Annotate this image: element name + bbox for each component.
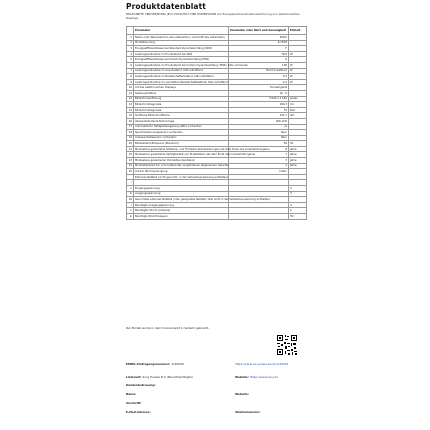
regulation-text: DELEGIERTE VERORDNUNG (EU) 2019/2013 DER KOMMISSION zur Energieverbrauchskennzeichnung von elektronischen Displays: [126, 12, 300, 20]
parameter-table: [126, 26, 307, 220]
row-unit: Zoll: [289, 107, 307, 113]
row-value: 50: [229, 141, 289, 147]
row-unit: Jahre: [289, 146, 307, 152]
row-value: 75: [229, 107, 289, 113]
supplier-value: Sony Europe B.V. (Bevollmächtigter): [142, 375, 194, 379]
row-label: Seitenverhältnis: [134, 90, 229, 96]
row-unit: W: [289, 51, 307, 57]
eprel-line: [126, 363, 236, 366]
row-unit: pixels: [289, 96, 307, 102]
row-number: 14: [127, 107, 134, 113]
eprel-value: 1145009: [171, 362, 184, 366]
row-value: 155,1: [229, 113, 289, 119]
website-link[interactable]: https://www.sony.de: [249, 375, 278, 379]
row-value: 7: [229, 152, 289, 158]
row-value: [229, 214, 289, 220]
row-label: Benötigter Strom (Ampere): [134, 208, 229, 214]
row-label: Sichtbare Bildschirmfläche: [134, 113, 229, 119]
row-label: Mindestens garantierter Produktkundendienst: [134, 158, 229, 164]
row-label: Benötigte Stromfrequenz: [134, 214, 229, 220]
row-label: Leistungsaufnahme im Ein-Zustand bei SDR: [134, 51, 229, 57]
row-number: 20: [127, 141, 134, 147]
contact-phone-label: Telefonnummer:: [235, 410, 261, 414]
contact-address-label: Anschrift:: [126, 401, 142, 405]
row-number: 23: [127, 158, 134, 164]
row-number: 16: [127, 118, 134, 124]
row-number: 15: [127, 113, 134, 119]
row-number: ii: [127, 186, 134, 192]
row-number: 9: [127, 79, 134, 85]
row-number: 7: [127, 68, 134, 74]
row-number: 26: [127, 197, 134, 203]
row-value: 7: [229, 158, 289, 164]
row-label: Leistungsaufnahme im vernetzten Bereitschaftsbetrieb, falls zutreffend: [135, 80, 228, 84]
row-unit: Hz: [289, 141, 307, 147]
header-value: Parameter oder Wert und Genauigkeit: [229, 27, 289, 35]
row-value: G: [229, 57, 289, 63]
row-label: Genormtes externes Netzteil (oder geeignetes Netzteil, falls nicht in der Verkaufsverpackung enthalten): [135, 198, 271, 202]
row-unit: V: [289, 202, 307, 208]
row-number: 8: [127, 74, 134, 80]
row-number: 13: [127, 102, 134, 108]
row-number: i: [127, 202, 134, 208]
supplier-line: [126, 376, 236, 379]
row-label: Anwesenheitssensor vorhanden: [134, 135, 229, 141]
row-label: Eingangsspannung: [134, 186, 229, 192]
row-number: 25: [127, 169, 134, 175]
row-number: 3: [127, 46, 134, 52]
row-value: F: [229, 46, 289, 52]
row-label: Name oder Warenzeichen des Lieferanten / Anschrift des Lieferanten: [134, 35, 229, 41]
contact-name-label: Name:: [126, 392, 137, 396]
row-unit: dm²: [289, 113, 307, 119]
row-unit: Jahre: [289, 152, 307, 158]
row-value: LED-LCD: [229, 118, 289, 124]
row-label: Leistungsaufnahme im Bereitschaftszustand, falls zutreffend: [134, 74, 229, 80]
row-number: 12: [127, 96, 134, 102]
row-number: 11: [127, 90, 134, 96]
row-label: Benötigte Ausgangsspannung: [134, 202, 229, 208]
row-value: 106: [229, 62, 289, 68]
supplier-label: Lieferant:: [126, 375, 142, 379]
row-value: 0,5: [229, 74, 289, 80]
row-value: 189,3: [229, 102, 289, 108]
row-label: Energieeffizienzklasse bei hohem Dynamikumfang (HDR): [134, 57, 229, 63]
row-label: Bildschirmauflösung: [134, 96, 229, 102]
row-number: 4: [127, 51, 134, 57]
row-value: 2: [229, 163, 289, 169]
row-label: Ausgangsspannung: [134, 191, 229, 197]
row-label: Mindestens garantierte Verfügbarkeit von Ersatzteilen (ab dem Ende des Inverkehrbringens): [135, 153, 256, 157]
row-number: 6: [127, 62, 134, 68]
row-value: Fernsehgerät: [229, 85, 289, 91]
table-header-row: [127, 27, 307, 35]
row-unit: Jahre: [289, 163, 307, 169]
row-unit: V: [289, 186, 307, 192]
header-unit: Einheit: [289, 27, 307, 35]
row-value: 78,0: [229, 51, 289, 57]
row-label: Bildwiederholfrequenz (Standard): [134, 141, 229, 147]
row-number: 17: [127, 124, 134, 130]
website-line: [235, 376, 305, 379]
row-value: SONY: [229, 35, 289, 41]
row-number: 19: [127, 135, 134, 141]
row-number: iii: [127, 191, 134, 197]
row-label: Automatische Helligkeitsregelung (ABC) vorhanden: [134, 124, 229, 130]
contact-email-label: E-Mail-Adresse:: [126, 410, 151, 414]
eprel-label: EPREL-Eintragungsnummer:: [126, 362, 171, 366]
row-label: Leistungsaufnahme im Ein-Zustand bei hohem Dynamikumfang (HDR), falls vorhanden: [135, 63, 249, 67]
row-label: Art des elektronischen Displays: [134, 85, 229, 91]
row-label: Bildschirmdiagonale: [134, 107, 229, 113]
row-value: 2,0: [229, 79, 289, 85]
row-number: 22: [127, 152, 134, 158]
row-unit: W: [289, 62, 307, 68]
row-number: 18: [127, 130, 134, 136]
row-label: Externes Netzteil (nicht genormt, in der Verkaufsverpackung enthalten): [135, 175, 229, 179]
sheet-title: Produktdatenblatt: [126, 2, 206, 11]
row-value: Intern: [229, 169, 289, 175]
row-number: iii: [127, 214, 134, 220]
row-label: Bildschirmdiagonale: [134, 102, 229, 108]
row-number: ii: [127, 208, 134, 214]
header-parameter: Parameter: [134, 27, 229, 35]
row-number: i: [127, 180, 134, 186]
row-label: Verwendete Panel-Technologie: [134, 118, 229, 124]
row-unit: W: [289, 68, 307, 74]
row-value: Nicht zutreffend: [229, 68, 289, 74]
row-number: 5: [127, 57, 134, 63]
row-unit: cm: [289, 102, 307, 108]
contact-website-label: Website:: [235, 392, 249, 396]
row-value: 8: [229, 146, 289, 152]
row-value: K-75XR: [229, 40, 289, 46]
row-unit: W: [289, 79, 307, 85]
row-label: Energieeffizienzklasse bei Standard-Dynamikumfang (SDR): [134, 46, 229, 52]
qr-code-icon: [276, 334, 298, 356]
row-number: 10: [127, 85, 134, 91]
row-label: Modellkennung: [134, 40, 229, 46]
row-value: 16 : 9: [229, 90, 289, 96]
header-number: [127, 27, 134, 35]
row-number: 1: [127, 35, 134, 41]
eprel-link[interactable]: https://eprel.ec.europa.eu/qr/1145091: [235, 362, 289, 366]
row-unit: A: [289, 208, 307, 214]
row-label: Mindestens garantierte Software- und Firmware-Aktualisierungen (ab dem Ende des Inverkehrbringens): [135, 147, 270, 151]
row-number: 24: [127, 163, 134, 169]
row-number: 21: [127, 146, 134, 152]
row-unit: Hz: [289, 214, 307, 220]
customer-service-label: Kundenbetreuung:: [126, 383, 156, 387]
product-data-sheet: [122, 0, 308, 430]
market-note: Der Modell wurde in dem Unionsmarkt in Verkehr gebracht.: [126, 326, 210, 330]
row-value: 3 840 x 2 160: [229, 96, 289, 102]
row-label: Mindestlaufzeit der vom Lieferanten angebotenen allgemeinen Garantie: [135, 164, 229, 168]
row-label: Spracherkennungssensor vorhanden: [134, 130, 229, 136]
website-label: Website:: [235, 375, 249, 379]
row-label: Leistungsaufnahme im Aus-Zustand, falls zutreffend: [134, 68, 229, 74]
row-value: Nein: [229, 130, 289, 136]
row-unit: W: [289, 74, 307, 80]
row-label: Art der Stromversorgung: [134, 169, 229, 175]
row-unit: V: [289, 191, 307, 197]
row-number: 2: [127, 40, 134, 46]
table-row: [127, 214, 307, 220]
row-value: Nein: [229, 135, 289, 141]
row-unit: Jahre: [289, 158, 307, 164]
row-value: Ja: [229, 124, 289, 130]
